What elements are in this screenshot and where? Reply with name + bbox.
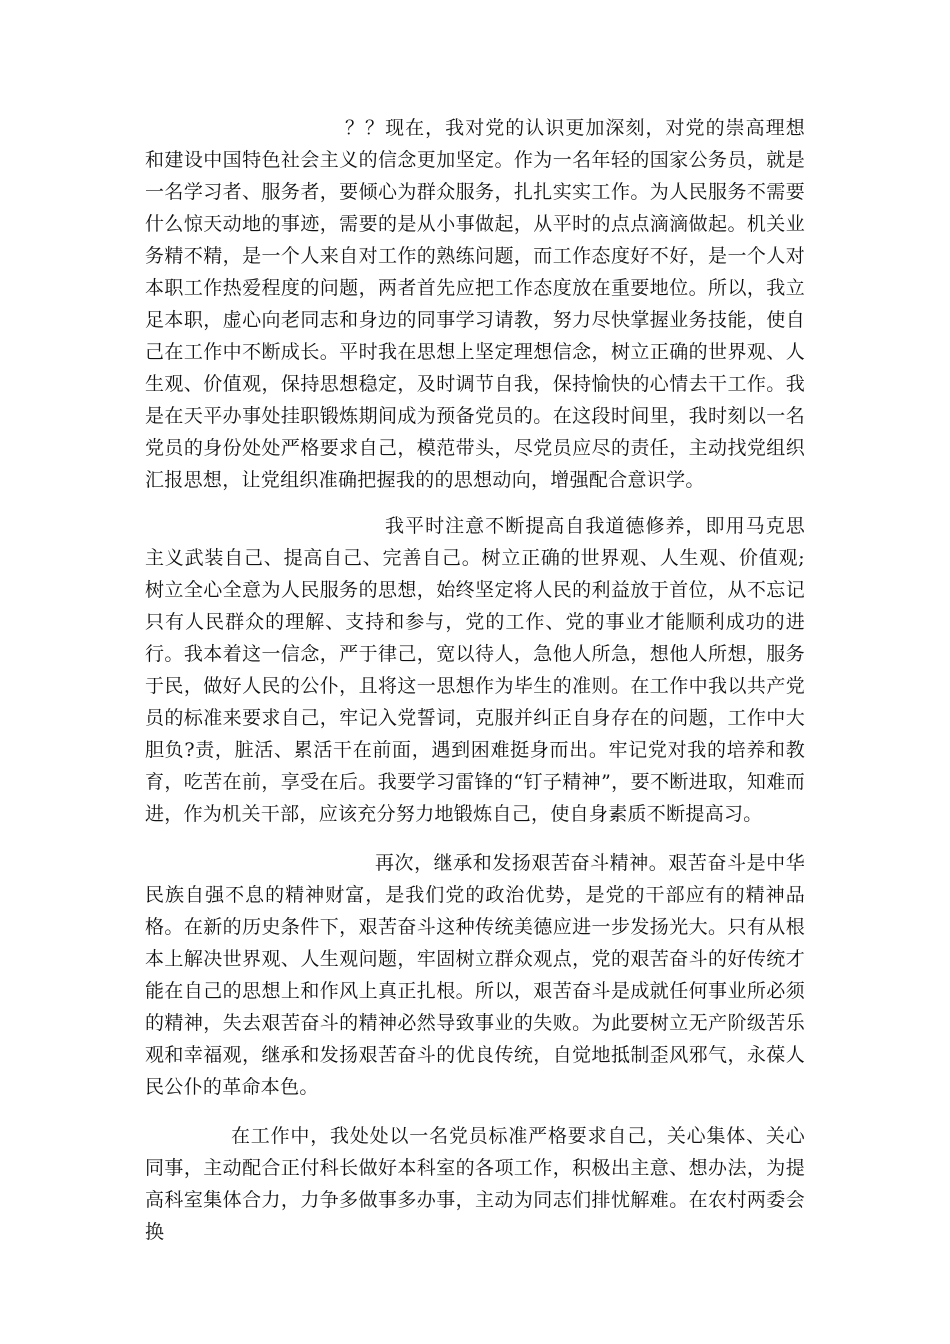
- paragraph-hard-work-spirit: 再次，继承和发扬艰苦奋斗精神。艰苦奋斗是中华民族自强不息的精神财富，是我们党的政治优势，是党的干部应有的精神品格。在新的历史条件下，艰苦奋斗这种传统美德应进一步发扬光大。只有从根本上解决世界观、人生观问题，牢固树立群众观点，党的艰苦奋斗的好传统才能在自己的思想上和作风上真正扎根。所以，艰苦奋斗是成就任何事业所必须的精神，失去艰苦奋斗的精神必然导致事业的失败。为此要树立无产阶级苦乐观和幸福观，继承和发扬艰苦奋斗的优良传统，自觉地抵制歪风邪气，永葆人民公仆的革命本色。: [145, 852, 805, 1098]
- paragraph-moral-cultivation: 我平时注意不断提高自我道德修养，即用马克思主义武装自己、提高自己、完善自己。树立正确的世界观、人生观、价值观;树立全心全意为人民服务的思想，始终坚定将人民的利益放于首位，从不忘记只有人民群众的理解、支持和参与，党的工作、党的事业才能顺利成功的进行。我本着这一信念，严于律己，宽以待人，急他人所急，想他人所想，服务于民，做好人民的公仆，且将这一思想作为毕生的准则。在工作中我以共产党员的标准来要求自己，牢记入党誓词，克服并纠正自身存在的问题，工作中大胆负?责，脏活、累活干在前面，遇到困难挺身而出。牢记党对我的培养和教育，吃苦在前，享受在后。我要学习雷锋的“钉子精神”，要不断进取，知难而进，作为机关干部，应该充分努力地锻炼自己，使自身素质不断提高习。: [145, 515, 805, 825]
- paragraph-party-understanding: ？？现在，我对党的认识更加深刻，对党的崇高理想和建设中国特色社会主义的信念更加坚定。作为一名年轻的国家公务员，就是一名学习者、服务者，要倾心为群众服务，扎扎实实工作。为人民服务不需要什么惊天动地的事迹，需要的是从小事做起，从平时的点点滴滴做起。机关业务精不精，是一个人来自对工作的熟练问题，而工作态度好不好，是一个人对本职工作热爱程度的问题，两者首先应把工作态度放在重要地位。所以，我立足本职，虚心向老同志和身边的同事学习请教，努力尽快掌握业务技能，使自己在工作中不断成长。平时我在思想上坚定理想信念，树立正确的世界观、人生观、价值观，保持思想稳定，及时调节自我，保持愉快的心情去干工作。我是在天平办事处挂职锻炼期间成为预备党员的。在这段时间里，我时刻以一名党员的身份处处严格要求自己，模范带头，尽党员应尽的责任，主动找党组织汇报思想，让党组织准确把握我的的思想动向，增强配合意识学。: [145, 117, 805, 491]
- paragraph-work-standards: 在工作中，我处处以一名党员标准严格要求自己，关心集体、关心同事，主动配合正付科长做好本科室的各项工作，积极出主意、想办法，为提高科室集体合力，力争多做事多办事，主动为同志们排忧解难。在农村两委会换: [145, 1125, 805, 1243]
